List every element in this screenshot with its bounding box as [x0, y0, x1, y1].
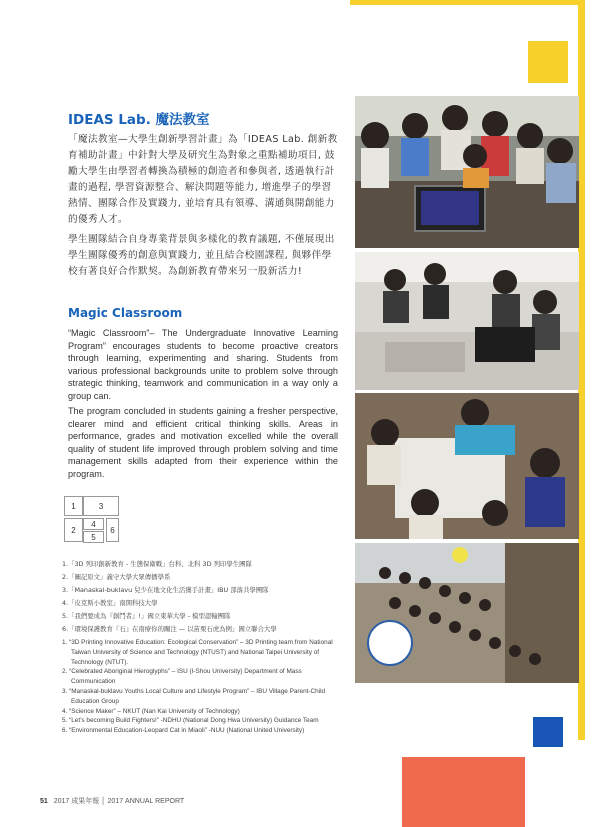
photo-captions-zh: [62, 558, 342, 636]
photo-mass-communication-class: [355, 252, 579, 390]
caption-zh-item: 3.「Manaskal-buklavu 兒少在地文化生活獲手計畫」IBU 部落共學團隊: [62, 586, 269, 594]
caption-en-item: 5. “Let’s becoming Build Fighters!” -NDHU (National Dong Hwa University) Guidance Team: [62, 717, 319, 725]
photo-key-5: 5: [83, 531, 104, 543]
photo-key-1: 1: [64, 496, 83, 516]
results-paragraph-zh: 學生團隊結合自身專業背景與多樣化的教育議題, 不僅展現出學生團隊優秀的創意與實踐力, 並且結合校園課程, 與夥伴學校有著良好合作默契。為創新教育帶來另一股新活力!: [68, 234, 335, 277]
caption-zh-item: 2.「圖記原文」義守大學大眾傳播學系: [62, 573, 171, 581]
caption-zh-item: 1.「3D 列印創新教育 - 生態保衛戰」台科、北科 3D 列印學生團隊: [62, 560, 252, 568]
caption-en-item: 1. “3D Printing Innovative Education: Ecological Conservation” – 3D Printing team from National Taiwan University of Science and Technology (NTUST) and National Taipei University of Technology (NTUT).: [62, 639, 333, 666]
photo-key-2: 2: [64, 518, 83, 542]
decorative-blue-square: [533, 717, 563, 747]
photo-children-group-activity: [355, 393, 579, 539]
photo-key-6: 6: [106, 518, 119, 542]
intro-paragraph-zh: 「魔法教室—大學生創新學習計畫」為「IDEAS Lab. 創新教育補助計畫」中針對大學及研究生為對象之重點補助項目, 鼓勵大學生由學習者轉換為積極的創造者和參與者, 透過執行計畫的過程, 學習資源整合、解決問題等能力, 增進學子的學習熱情、團隊合作及實踐力, 並培育具有領導、溝通與開創能力的優秀人才。: [68, 134, 338, 225]
decorative-yellow-bar-right: [578, 0, 585, 740]
caption-zh-item: 6.「環境保護教育『石』在南療你的關注 — 以苗栗石虎為例」國立聯合大學: [62, 625, 277, 633]
caption-en-item: 4. “Science Maker” – NKUT (Nan Kai University of Technology): [62, 707, 240, 715]
caption-en-item: 2. “Celebrated Aboriginal Hieroglyphs” – ISU (I-Shou University) Department of Mass Communication: [62, 668, 302, 686]
footer-report-title: 2017 成果年報 │ 2017 ANNUAL REPORT: [53, 798, 185, 805]
photo-3d-printing-students: [355, 96, 579, 248]
decorative-yellow-square: [528, 41, 568, 83]
decorative-coral-block: [402, 757, 525, 827]
section-title-en: Magic Classroom: [68, 306, 183, 320]
photo-group-on-stairs: [355, 543, 579, 683]
photo-key-3: 3: [83, 496, 119, 516]
page-footer: [40, 796, 184, 806]
caption-en-item: 3. “Manaskal-buklavu Youths Local Culture and Lifestyle Program” – IBU Village Parent-Child Education Group: [62, 687, 326, 705]
intro-paragraph-en: “Magic Classroom”– The Undergraduate Innovative Learning Program” encourages students to become proactive creators through learning, experimenting and sharing. Students from various professional backgrounds unite to problem solve through strategic thinking, teamwork and communication in a way only a group can.: [68, 328, 338, 401]
results-paragraph-en: The program concluded in students gaining a fresher perspective, clearer mind and efficient critical thinking skills. Areas in performance, grades and motivation excelled while the overall quality of student life improved through problem solving and time management skills adapted from their experience within the program.: [68, 406, 338, 479]
page-title-zh: IDEAS Lab. 魔法教室: [68, 112, 210, 128]
caption-en-item: 6. “Environmental Education-Leopard Cat in Miaoli” -NUU (National United University): [62, 727, 305, 735]
caption-zh-item: 5.「我們要成為『創鬥者』!」國立東華大學 - 模型認輸團隊: [62, 612, 231, 620]
photo-key-4: 4: [83, 518, 104, 530]
caption-zh-item: 4.「皮克斯小教室」南開科技大學: [62, 599, 158, 607]
page-number: 51: [40, 798, 48, 805]
decorative-yellow-bar-top: [350, 0, 585, 5]
photo-captions-en: [62, 638, 342, 736]
